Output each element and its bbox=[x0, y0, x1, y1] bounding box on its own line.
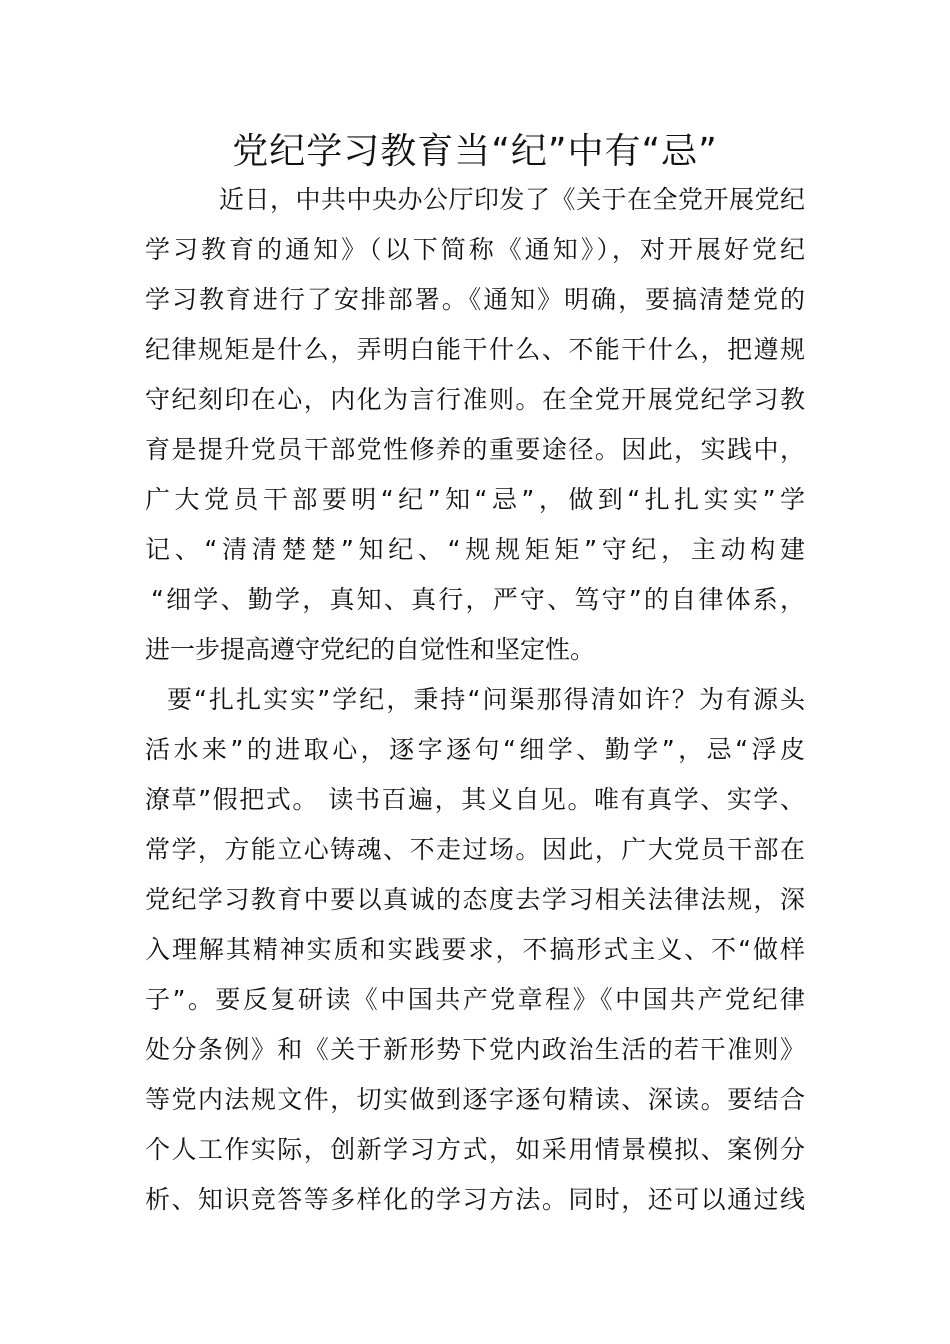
paragraph-line: 纪律规矩是什么，弄明白能干什么、不能干什么，把遵规 bbox=[145, 335, 805, 364]
paragraph-line: 守纪刻印在心，内化为言行准则。在全党开展党纪学习教 bbox=[145, 385, 805, 414]
paragraph-line: 子”。要反复研读《中国共产党章程》《中国共产党纪律 bbox=[145, 985, 805, 1014]
document-title: 党纪学习教育当“纪”中有“忌” bbox=[232, 131, 718, 172]
paragraph-line: 要“扎扎实实”学纪，秉持“问渠那得清如许？为有源头 bbox=[167, 685, 805, 714]
paragraph-line: 近日，中共中央办公厅印发了《关于在全党开展党纪 bbox=[219, 185, 805, 214]
paragraph-line: 广大党员干部要明“纪”知“忌”，做到“扎扎实实”学 bbox=[145, 485, 805, 514]
paragraph-line: 入理解其精神实质和实践要求，不搞形式主义、不“做样 bbox=[145, 935, 805, 964]
paragraph-line: 潦草”假把式。 读书百遍，其义自见。唯有真学、实学、 bbox=[145, 785, 805, 814]
paragraph-line: 记、“清清楚楚”知纪、“规规矩矩”守纪，主动构建 bbox=[145, 535, 805, 564]
paragraph-line: “细学、勤学，真知、真行，严守、笃守”的自律体系， bbox=[151, 585, 805, 614]
paragraph-line: 党纪学习教育中要以真诚的态度去学习相关法律法规，深 bbox=[145, 885, 805, 914]
paragraph-line: 析、知识竞答等多样化的学习方法。同时，还可以通过线 bbox=[145, 1185, 805, 1214]
paragraph-line: 进一步提高遵守党纪的自觉性和坚定性。 bbox=[145, 635, 596, 664]
paragraph-line: 个人工作实际，创新学习方式，如采用情景模拟、案例分 bbox=[145, 1135, 805, 1164]
paragraph-line: 学习教育的通知》（以下简称《通知》），对开展好党纪 bbox=[145, 235, 805, 264]
document-body bbox=[145, 175, 805, 1225]
paragraph-line: 常学，方能立心铸魂、不走过场。因此，广大党员干部在 bbox=[145, 835, 805, 864]
paragraph-line: 等党内法规文件，切实做到逐字逐句精读、深读。要结合 bbox=[145, 1085, 805, 1114]
paragraph-line: 活水来”的进取心，逐字逐句“细学、勤学”，忌“浮皮 bbox=[145, 735, 805, 764]
paragraph-line: 育是提升党员干部党性修养的重要途径。因此，实践中， bbox=[145, 435, 805, 464]
paragraph-line: 处分条例》和《关于新形势下党内政治生活的若干准则》 bbox=[145, 1035, 805, 1064]
paragraph-line: 学习教育进行了安排部署。《通知》明确，要搞清楚党的 bbox=[145, 285, 805, 314]
